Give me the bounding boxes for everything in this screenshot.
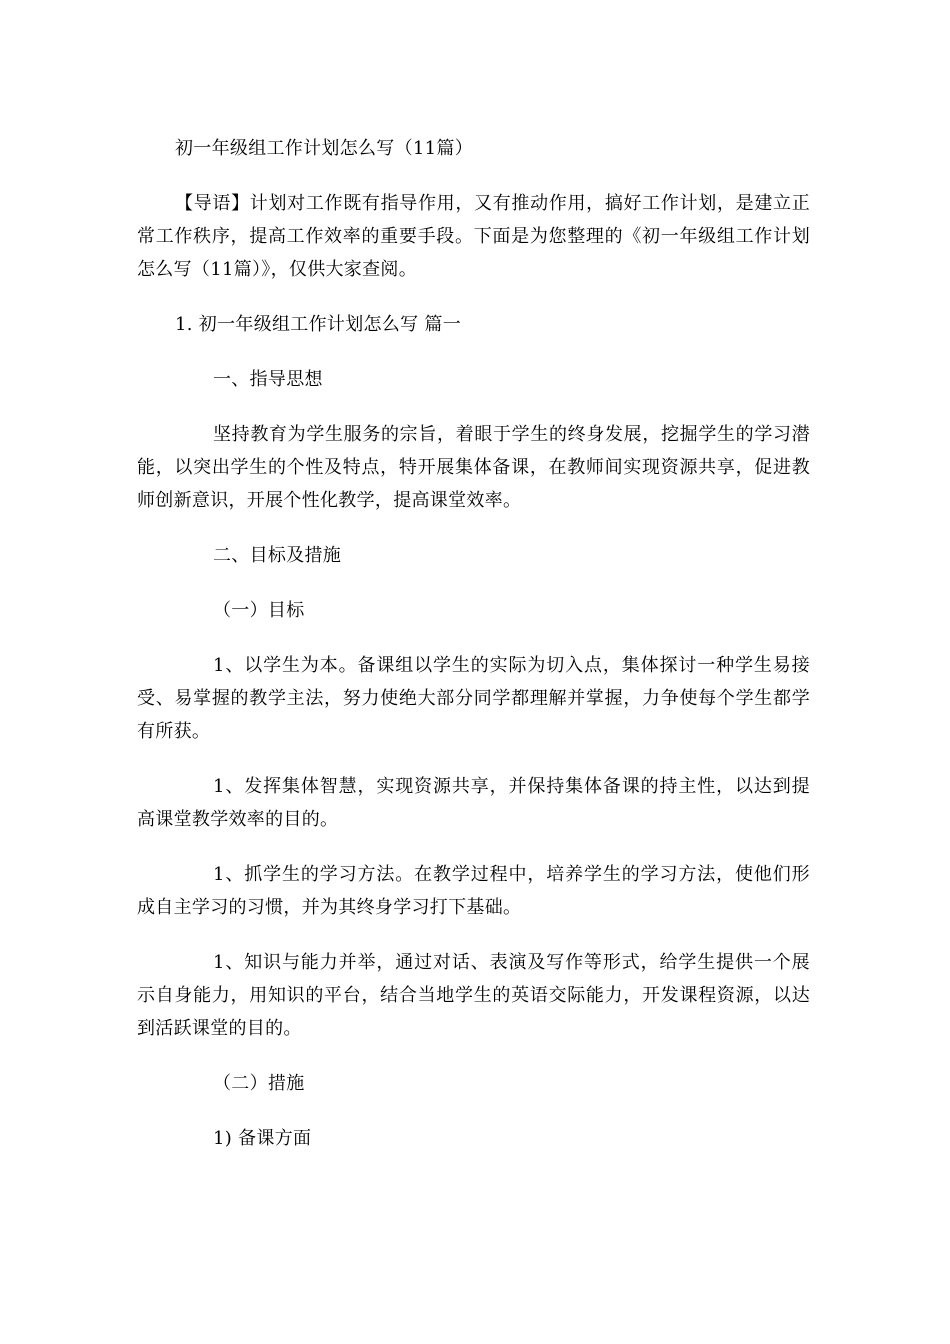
intro-tag: 【导语】	[175, 193, 250, 214]
measure-item-1: 1) 备课方面	[213, 1128, 312, 1149]
subheading-measures: （二）措施	[213, 1073, 305, 1094]
goal-item-3: 1、抓学生的学习方法。在教学过程中，培养学生的学习方法，使他们形成自主学习的习惯，并为其终身学习打下基础。	[137, 864, 810, 918]
section-title: 1. 初一年级组工作计划怎么写 篇一	[175, 314, 462, 335]
goal-item-2: 1、发挥集体智慧，实现资源共享，并保持集体备课的持主性，以达到提高课堂教学效率的目的。	[137, 776, 810, 830]
intro-text: 计划对工作既有指导作用，又有推动作用，搞好工作计划，是建立正常工作秩序，提高工作效率的重要手段。下面是为您整理的《初一年级组工作计划怎么写（11篇）》，仅供大家查阅。	[137, 193, 811, 280]
goal-item-4: 1、知识与能力并举，通过对话、表演及写作等形式，给学生提供一个展示自身能力，用知识的平台，结合当地学生的英语交际能力，开发课程资源，以达到活跃课堂的目的。	[137, 952, 810, 1039]
heading-guiding-ideology: 一、指导思想	[213, 369, 323, 390]
intro-paragraph	[137, 187, 810, 286]
document-title: 初一年级组工作计划怎么写（11篇）	[175, 138, 474, 159]
goal-item-1: 1、以学生为本。备课组以学生的实际为切入点，集体探讨一种学生易接受、易掌握的教学主法，努力使绝大部分同学都理解并掌握，力争使每个学生都学有所获。	[137, 655, 810, 742]
heading-goals-measures: 二、目标及措施	[213, 545, 342, 566]
paragraph-guiding-ideology: 坚持教育为学生服务的宗旨，着眼于学生的终身发展，挖掘学生的学习潜能，以突出学生的个性及特点，特开展集体备课，在教师间实现资源共享，促进教师创新意识，开展个性化教学，提高课堂效率。	[137, 424, 810, 511]
subheading-goals: （一）目标	[213, 600, 305, 621]
